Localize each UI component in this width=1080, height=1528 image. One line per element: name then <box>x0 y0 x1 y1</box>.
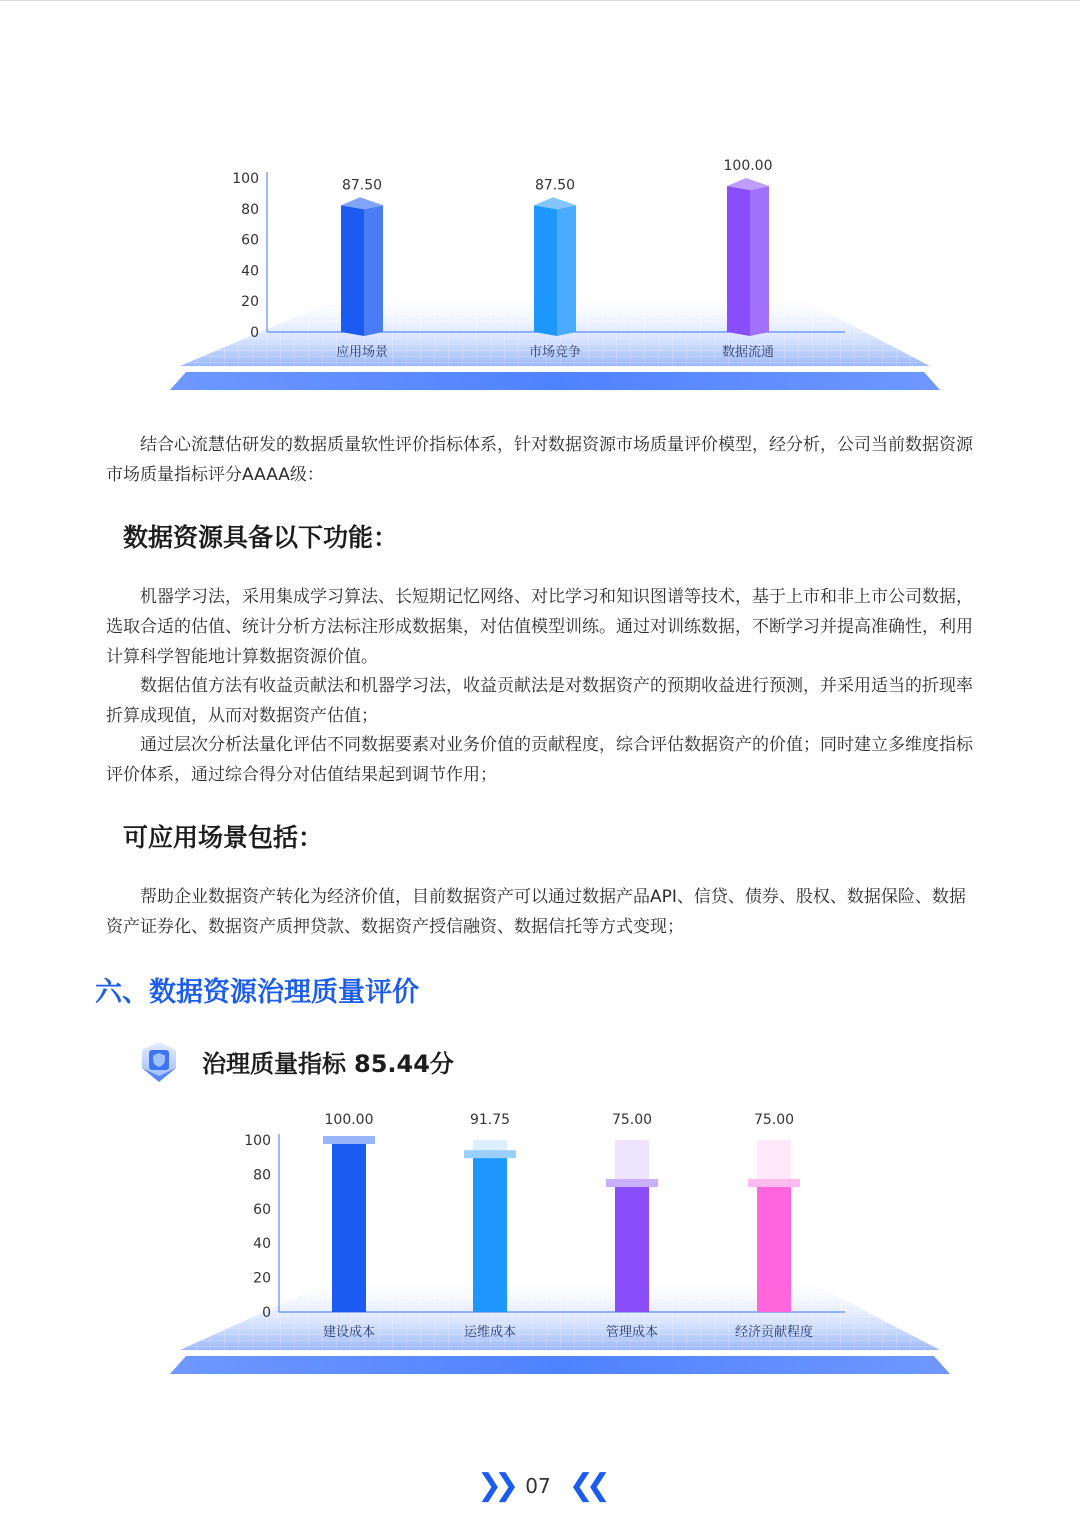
governance-quality-chart <box>0 1100 1080 1390</box>
bar-front-face <box>534 205 557 336</box>
shield-cube-icon <box>136 1038 182 1084</box>
bar-fill <box>757 1183 791 1312</box>
x-category-label: 数据流通 <box>721 345 775 360</box>
bar-cap <box>606 1179 658 1187</box>
y-tick-label: 100 <box>232 171 259 187</box>
bar-cap <box>323 1136 375 1144</box>
paragraph-scenarios: 帮助企业数据资产转化为经济价值，目前数据资产可以通过数据产品API、信贷、债券、股权、数据保险、数据资产证券化、数据资产质押贷款、数据资产授信融资、数据信托等方式变现； <box>106 887 966 937</box>
bar-value-label: 87.50 <box>341 177 383 194</box>
heading-scenarios: 可应用场景包括： <box>123 823 324 852</box>
paragraph-hierarchy-analysis: 通过层次分析法量化评估不同数据要素对业务价值的贡献程度，综合评估数据资产的价值；同时建立多维度指标评价体系，通过综合得分对估值结果起到调节作用； <box>106 735 973 785</box>
page-number: 07 <box>525 1474 551 1498</box>
x-category-label: 应用场景 <box>335 345 389 360</box>
y-tick-label: 60 <box>241 232 259 249</box>
bar-side-face <box>364 205 383 336</box>
bar-cap <box>464 1150 516 1158</box>
bar-front-face <box>727 186 750 336</box>
page-footer <box>0 1468 1080 1504</box>
bar-fill <box>615 1183 649 1312</box>
y-tick-label: 0 <box>262 1305 271 1321</box>
bar-value-label: 75.00 <box>753 1112 795 1128</box>
paragraph-machine-learning: 机器学习法，采用集成学习算法、长短期记忆网络、对比学习和知识图谱等技术，基于上市和非上市公司数据，选取合适的估值、统计分析方法标注形成数据集，对估值模型训练。通过对训练数据，不断学习并提高准确性，利用计算科学智能地计算数据资源价值。 <box>106 587 973 667</box>
y-tick-label: 80 <box>253 1167 271 1184</box>
x-category-label: 市场竞争 <box>528 345 582 360</box>
bar-fill <box>332 1140 366 1312</box>
paragraph-valuation-methods: 数据估值方法有收益贡献法和机器学习法，收益贡献法是对数据资产的预期收益进行预测，并采用适当的折现率折算成现值，从而对数据资产估值； <box>106 676 973 726</box>
y-tick-label: 60 <box>253 1201 271 1218</box>
heading-functions: 数据资源具备以下功能： <box>123 523 399 552</box>
x-category-label: 运维成本 <box>463 1325 517 1340</box>
x-category-label: 建设成本 <box>322 1325 376 1340</box>
page-top-rule <box>0 0 1080 1</box>
chart-floor-base <box>170 1356 950 1374</box>
paragraph-market-quality: 结合心流慧估研发的数据质量软性评价指标体系，针对数据资源市场质量评价模型，经分析，公司当前数据资源市场质量指标评分AAAA级： <box>106 435 973 485</box>
y-tick-label: 80 <box>241 201 259 218</box>
y-tick-label: 40 <box>253 1236 271 1253</box>
bar-value-label: 100.00 <box>324 1112 374 1128</box>
bar-side-face <box>750 186 769 336</box>
bar-value-label: 100.00 <box>723 158 773 174</box>
x-category-label: 经济贡献程度 <box>734 1325 814 1340</box>
section-six-title: 六、数据资源治理质量评价 <box>95 977 419 1008</box>
bar-value-label: 87.50 <box>534 177 576 194</box>
score-value: 85.44分 <box>354 1049 454 1078</box>
market-quality-chart <box>0 140 1080 400</box>
y-tick-label: 20 <box>241 294 259 311</box>
bar-value-label: 91.75 <box>469 1112 511 1128</box>
y-tick-label: 0 <box>250 325 259 341</box>
bar-front-face <box>341 205 364 336</box>
market-quality-chart-svg <box>0 140 1080 400</box>
governance-quality-chart-svg <box>0 1100 1080 1390</box>
double-chevron-right-icon: ❯❯ <box>476 1468 512 1503</box>
chart-floor-base <box>170 372 940 390</box>
y-tick-label: 40 <box>241 263 259 280</box>
y-tick-label: 100 <box>244 1133 271 1149</box>
score-title: 治理质量指标 <box>202 1049 346 1078</box>
bar-fill <box>473 1154 507 1312</box>
bar-cap <box>748 1179 800 1187</box>
chart-floor-grid <box>180 1282 940 1350</box>
y-tick-label: 20 <box>253 1270 271 1287</box>
bar-value-label: 75.00 <box>611 1112 653 1128</box>
double-chevron-left-icon: ❮❮ <box>568 1468 603 1503</box>
bar-side-face <box>557 205 576 336</box>
x-category-label: 管理成本 <box>605 1325 659 1340</box>
governance-score-row <box>136 1036 454 1086</box>
